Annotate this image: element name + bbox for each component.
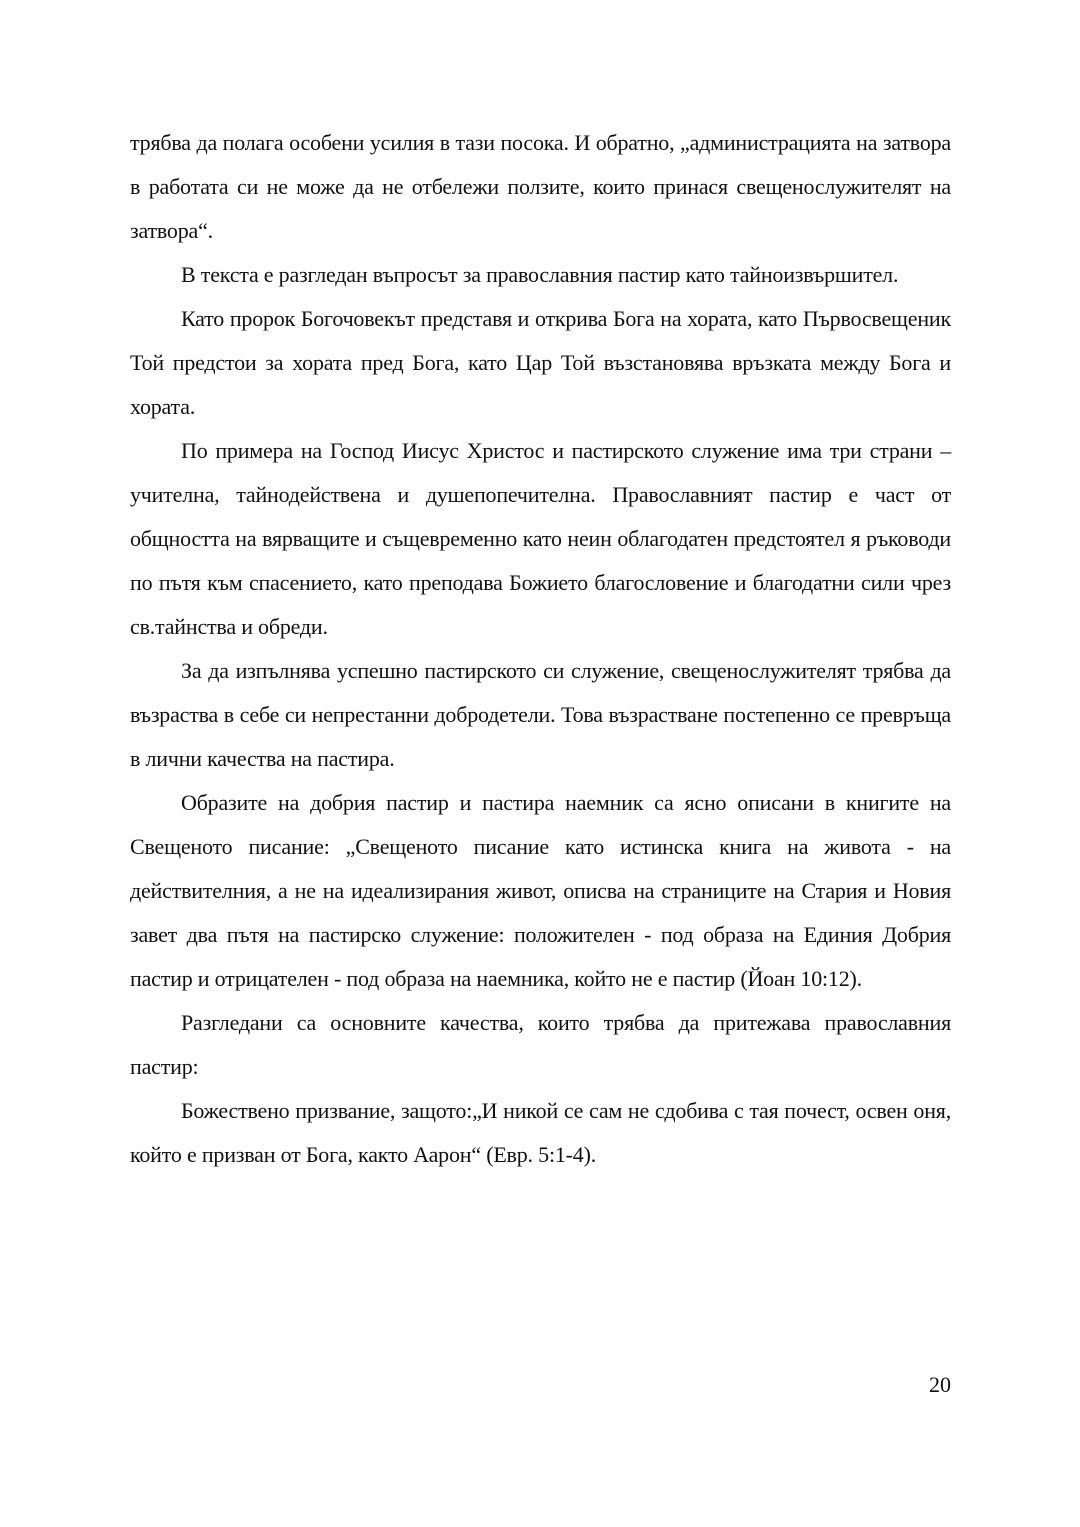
paragraph-continuation: трябва да полага особени усилия в тази посока. И обратно, „администрацията на затвора в работата си не може да не отбележи ползите, които принася свещенослужителят на затвора“. xyxy=(130,130,951,243)
body-text xyxy=(130,121,951,1177)
paragraph-virtues: За да изпълнява успешно пастирското си служение, свещенослужителят трябва да възраства в себе си непрестанни добродетели. Това възрастване постепенно се превръща в лични качества на пастира. xyxy=(130,658,951,771)
paragraph-qualities: Разгледани са основните качества, които трябва да притежава православния пастир: xyxy=(130,1010,951,1079)
paragraph-divine-calling: Божествено призвание, защото:„И никой се сам не сдобива с тая почест, освен оня, който е призван от Бога, както Аарон“ (Евр. 5:1-4). xyxy=(130,1098,951,1167)
page-number: 20 xyxy=(929,1372,951,1397)
paragraph-good-shepherd: Образите на добрия пастир и пастира наемник са ясно описани в книгите на Свещеното писание: „Свещеното писание като истинска книга на живота - на действителния, а не на идеализирания живот, описва на страниците на Стария и Новия завет два пътя на пастирско служение: положителен - под образа на Единия Добрия пастир и отрицателен - под образа на наемника, който не е пастир (Йоан 10:12). xyxy=(130,790,951,991)
paragraph-text-overview: В текста е разгледан въпросът за православния пастир като тайноизвършител. xyxy=(181,262,899,287)
paragraph-prophet-priest-king: Като пророк Богочовекът представя и открива Бога на хората, като Първосвещеник Той предстои за хората пред Бога, като Цар Той възстановява връзката между Бога и хората. xyxy=(130,306,951,419)
paragraph-pastoral-ministry: По примера на Господ Иисус Христос и пастирското служение има три страни – учителна, тайнодействена и душепопечителна. Православният пастир е част от общността на вярващите и същевременно като неин облагодатен предстоятел я ръководи по пътя към спасението, като преподава Божието благословение и благодатни сили чрез св.тайнства и обреди. xyxy=(130,438,951,639)
